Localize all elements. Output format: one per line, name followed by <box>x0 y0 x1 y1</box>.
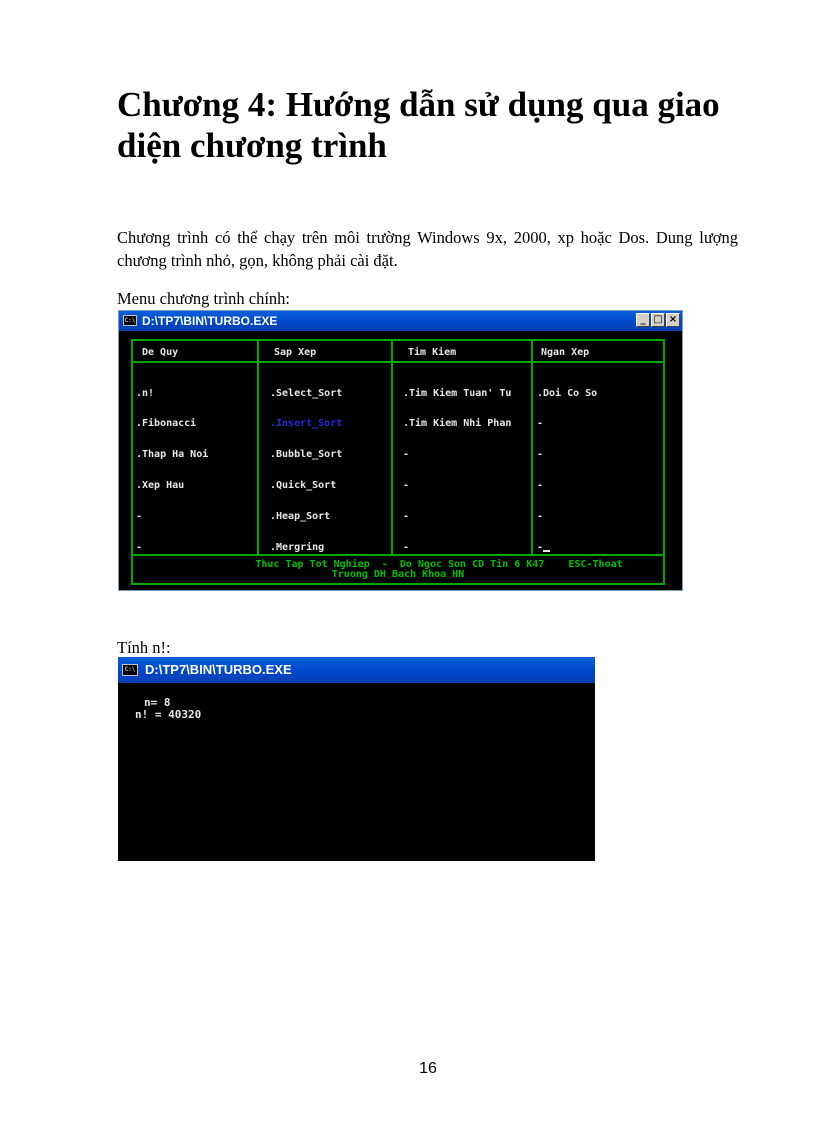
menu-item: .Xep Hau <box>136 480 185 492</box>
header-divider <box>133 361 663 363</box>
menu-item: - <box>537 418 544 430</box>
window-titlebar <box>119 311 682 331</box>
window-title: D:\TP7\BIN\TURBO.EXE <box>142 314 278 328</box>
menu-item: .n! <box>136 387 155 399</box>
maximize-icon: □ <box>651 313 665 327</box>
menu-column-de-quy <box>136 368 208 574</box>
menu-item: .Select_Sort <box>270 387 343 399</box>
menu-item: .Quick_Sort <box>270 480 337 492</box>
column-header-de-quy: De Quy <box>142 347 179 358</box>
column-header-sap-xep: Sap Xep <box>274 347 317 358</box>
menu-item: .Tim Kiem Tuan' Tu <box>403 387 512 399</box>
window-title: D:\TP7\BIN\TURBO.EXE <box>145 662 292 677</box>
menu-item: - <box>403 480 410 492</box>
menu-item: - <box>537 480 544 492</box>
output-n-line: n= 8 <box>144 696 171 709</box>
factorial-window-screenshot <box>118 657 595 861</box>
menu-column-ngan-xep <box>537 368 597 574</box>
text-cursor <box>543 550 550 552</box>
menu-item: - <box>403 511 410 523</box>
window-controls <box>636 313 680 327</box>
console-area <box>118 683 595 861</box>
menu-item: .Heap_Sort <box>270 511 331 523</box>
menu-item: .Mergring <box>270 542 325 554</box>
menu-item: - <box>136 542 143 554</box>
footer-school-line: Truong DH Bach Khoa HN <box>331 569 465 580</box>
column-divider <box>531 341 533 554</box>
menu-item: - <box>537 449 544 461</box>
menu-item: - <box>403 449 410 461</box>
console-icon: C:\ <box>124 317 136 324</box>
menu-item <box>537 543 597 553</box>
console-icon: C:\ <box>122 664 138 676</box>
close-icon: × <box>666 313 680 327</box>
menu-frame <box>131 339 665 585</box>
page-number: 16 <box>419 1060 437 1077</box>
menu-item: - <box>537 511 544 523</box>
menu-item: - <box>403 542 410 554</box>
menu-item: .Tim Kiem Nhi Phan <box>403 418 512 430</box>
main-menu-window-screenshot <box>118 310 683 591</box>
footer-credit-line: Thuc Tap Tot Nghiep - Do Ngoc Son CD Tin 6 K47 ESC-Thoat <box>255 559 623 570</box>
menu-item: .Thap Ha Noi <box>136 449 209 461</box>
intro-paragraph: Chương trình có thể chạy trên môi trường Windows 9x, 2000, xp hoặc Dos. Dung lượng chương trình nhỏ, gọn, không phải cài đặt. <box>117 228 738 270</box>
menu-item: - <box>136 511 143 523</box>
minimize-icon: _ <box>636 313 650 327</box>
chapter-heading: Chương 4: Hướng dẫn sử dụng qua giao diện chương trình <box>117 85 720 165</box>
menu-item-text: - <box>537 542 544 554</box>
column-divider <box>257 341 259 554</box>
window-titlebar <box>118 657 595 683</box>
column-divider <box>391 341 393 554</box>
menu-caption: Menu chương trình chính: <box>117 289 291 308</box>
menu-item: .Doi Co So <box>537 387 598 399</box>
factorial-caption: Tính n!: <box>117 638 171 657</box>
column-header-tim-kiem: Tim Kiem <box>408 347 457 358</box>
menu-column-sap-xep <box>270 368 342 574</box>
menu-item: .Fibonacci <box>136 418 197 430</box>
output-result-line: n! = 40320 <box>135 708 202 721</box>
menu-item: .Bubble_Sort <box>270 449 343 461</box>
console-area <box>119 331 682 590</box>
column-header-ngan-xep: Ngan Xep <box>541 347 590 358</box>
menu-column-tim-kiem <box>403 368 511 574</box>
menu-item-selected: .Insert_Sort <box>270 418 343 430</box>
